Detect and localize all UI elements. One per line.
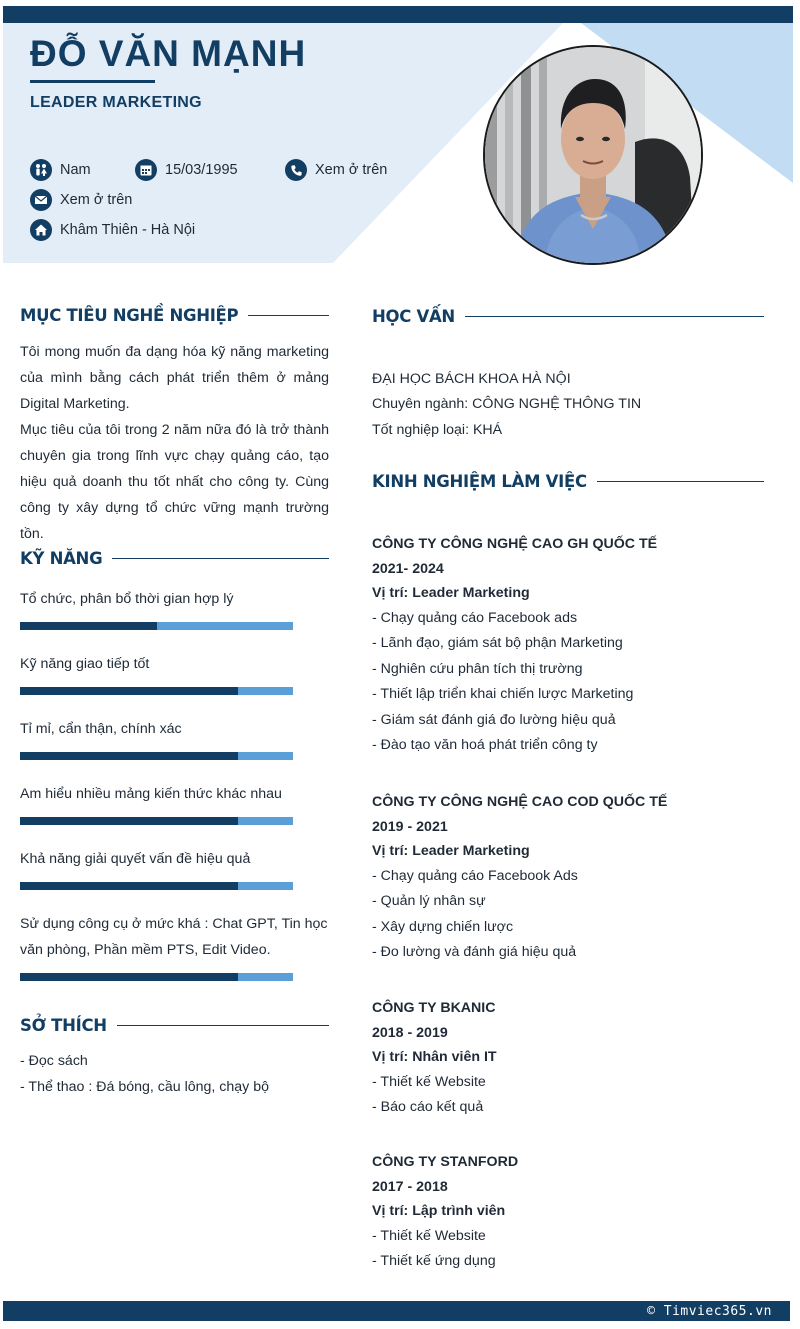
- job-entry: [372, 790, 772, 966]
- education-school: ĐẠI HỌC BÁCH KHOA HÀ NỘI: [372, 371, 571, 387]
- education-grade: Tốt nghiệp loại: KHÁ: [372, 422, 503, 438]
- footer-bar: [3, 1301, 790, 1321]
- gender-value: Nam: [60, 162, 91, 178]
- job-duty: - Thiết lập triển khai chiến lược Marketing: [372, 686, 634, 702]
- skill-bar: [20, 973, 293, 981]
- objective-paragraph-1: Tôi mong muốn đa dạng hóa kỹ năng marketing của mình bằng cách phát triển thêm ở mảng Digital Marketing.: [20, 344, 329, 412]
- job-years: 2021- 2024: [372, 560, 444, 577]
- home-icon: [30, 219, 52, 241]
- skill-label: Tỉ mỉ, cẩn thận, chính xác: [20, 721, 182, 737]
- skills-title: KỸ NĂNG: [20, 549, 103, 568]
- address-value: Khâm Thiên - Hà Nội: [60, 222, 196, 238]
- hobby-item: - Đọc sách: [20, 1053, 88, 1069]
- job-duty: - Nghiên cứu phân tích thị trường: [372, 660, 583, 677]
- job-company: CÔNG TY BKANIC: [372, 1000, 496, 1016]
- skill-bar: [20, 752, 293, 760]
- job-years: 2019 - 2021: [372, 818, 448, 835]
- skill-bar-fill: [20, 817, 238, 825]
- job-duty: - Đo lường và đánh giá hiệu quả: [372, 944, 577, 960]
- job-duty: - Lãnh đạo, giám sát bộ phận Marketing: [372, 635, 623, 651]
- job-entry: [372, 1150, 772, 1275]
- job-duty: - Giám sát đánh giá đo lường hiệu quả: [372, 711, 616, 728]
- job-position: Vị trí: Lập trình viên: [372, 1203, 506, 1219]
- job-duty: - Đào tạo văn hoá phát triển công ty: [372, 737, 598, 753]
- experience-title: KINH NGHIỆM LÀM VIỆC: [372, 472, 587, 491]
- skill-bar: [20, 687, 293, 695]
- job-duty: - Báo cáo kết quả: [372, 1099, 484, 1115]
- gender-icon: [30, 159, 52, 181]
- job-position: Vị trí: Leader Marketing: [372, 585, 530, 601]
- job-company: CÔNG TY STANFORD: [372, 1154, 519, 1170]
- skill-bar-fill: [20, 687, 238, 695]
- education-heading: [372, 307, 764, 326]
- job-years: 2018 - 2019: [372, 1024, 448, 1041]
- skill-label: Am hiểu nhiều mảng kiến thức khác nhau: [20, 786, 282, 802]
- profile-photo: [483, 45, 703, 265]
- contact-email: [30, 189, 132, 211]
- objective-text: [20, 339, 329, 547]
- email-value: Xem ở trên: [60, 192, 133, 208]
- hobby-item: - Thể thao : Đá bóng, cầu lông, chạy bộ: [20, 1079, 269, 1095]
- email-icon: [30, 189, 52, 211]
- job-entry: [372, 532, 772, 759]
- job-years: 2017 - 2018: [372, 1178, 448, 1195]
- skill-bar-fill: [20, 622, 157, 630]
- candidate-name: ĐỖ VĂN MẠNH: [30, 33, 307, 74]
- birthday-value: 15/03/1995: [165, 162, 238, 178]
- top-bar: [3, 6, 793, 23]
- education-major: Chuyên ngành: CÔNG NGHỆ THÔNG TIN: [372, 396, 642, 412]
- job-duty: - Chạy quảng cáo Facebook ads: [372, 609, 578, 626]
- skill-bar: [20, 817, 293, 825]
- job-title: LEADER MARKETING: [30, 94, 202, 111]
- objective-title: MỤC TIÊU NGHỀ NGHIỆP: [20, 306, 239, 325]
- phone-value: Xem ở trên: [315, 162, 388, 178]
- education-title: HỌC VẤN: [372, 307, 455, 326]
- job-duty: - Thiết kế Website: [372, 1073, 486, 1090]
- calendar-icon: [135, 159, 157, 181]
- skills-heading: [20, 549, 329, 568]
- skill-bar: [20, 622, 293, 630]
- skill-bar-fill: [20, 973, 238, 981]
- skill-label: Tổ chức, phân bổ thời gian hợp lý: [20, 591, 234, 607]
- contact-birthday: [135, 159, 238, 181]
- hobbies-heading: [20, 1016, 329, 1035]
- job-position: Vị trí: Leader Marketing: [372, 843, 530, 859]
- contact-address: [30, 219, 195, 241]
- job-duty: - Thiết kế ứng dụng: [372, 1253, 496, 1269]
- contact-phone: [285, 159, 387, 181]
- objective-paragraph-2: Mục tiêu của tôi trong 2 năm nữa đó là trở thành chuyên gia trong lĩnh vực chạy quảng cáo, tạo hiệu quả doanh thu tốt nhất cho công ty. Cùng công ty xây dựng tổ chức vững mạnh trường tồn.: [20, 422, 329, 542]
- experience-heading: [372, 472, 764, 491]
- job-company: CÔNG TY CÔNG NGHỆ CAO GH QUỐC TẾ: [372, 536, 658, 552]
- skill-label: Sử dụng công cụ ở mức khá : Chat GPT, Tin học văn phòng, Phần mềm PTS, Edit Video.: [20, 916, 328, 958]
- hobbies-title: SỞ THÍCH: [20, 1016, 107, 1035]
- job-position: Vị trí: Nhân viên IT: [372, 1049, 497, 1065]
- footer-credit: © Timviec365.vn: [647, 1304, 772, 1319]
- skill-bar: [20, 882, 293, 890]
- job-duty: - Xây dựng chiến lược: [372, 918, 514, 935]
- job-duty: - Thiết kế Website: [372, 1227, 486, 1244]
- contact-gender: [30, 159, 91, 181]
- skill-label: Kỹ năng giao tiếp tốt: [20, 656, 150, 672]
- objective-heading: [20, 306, 329, 325]
- skill-bar-fill: [20, 882, 238, 890]
- name-underline: [30, 80, 155, 83]
- skill-label: Khả năng giải quyết vấn đề hiệu quả: [20, 851, 251, 867]
- job-duty: - Quản lý nhân sự: [372, 893, 486, 909]
- job-duty: - Chạy quảng cáo Facebook Ads: [372, 867, 578, 884]
- job-company: CÔNG TY CÔNG NGHỆ CAO COD QUỐC TẾ: [372, 794, 668, 810]
- skill-bar-fill: [20, 752, 238, 760]
- phone-icon: [285, 159, 307, 181]
- job-entry: [372, 996, 772, 1121]
